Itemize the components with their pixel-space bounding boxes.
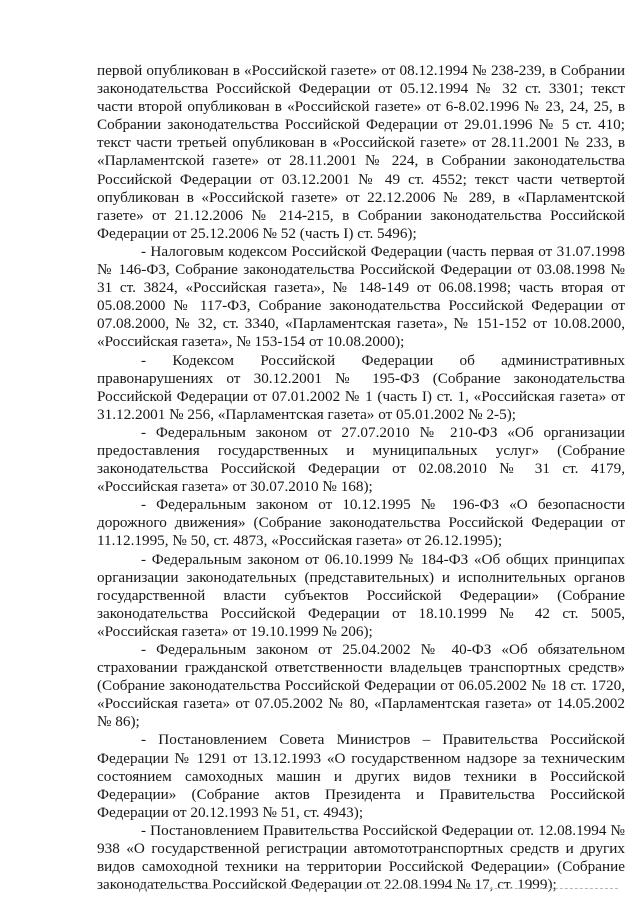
paragraph-resolution-1291: - Постановлением Совета Министров – Правительства Российской Федерации № 1291 от 13.12.1993 «О государственном надзоре за техническим состоянием самоходных машин и других видов техники в Российской Федерации» (Собрание актов Президента и Правительства Российской Федерации от 20.12.1993 № 51, ст. 4943); bbox=[97, 731, 625, 821]
paragraph-tax-code: - Налоговым кодексом Российской Федерации (часть первая от 31.07.1998 № 146-ФЗ, Собрание законодательства Российской Федерации от 03.08.1998 № 31 ст. 3824, «Российская газета», № 148-149 от 06.08.1998; часть вторая от 05.08.2000 № 117-ФЗ, Собрание законодательства Российской Федерации от 07.08.2000, № 32, ст. 3340, «Парламентская газета», № 151-152 от 10.08.2000, «Российская газета», № 153-154 от 10.08.2000); bbox=[97, 242, 625, 351]
page-bottom-divider bbox=[108, 888, 618, 889]
paragraph-resolution-938: - Постановлением Правительства Российской Федерации от. 12.08.1994 № 938 «О государственной регистрации автомототранспортных средств и других видов самоходной техники на территории Российской Федерации» (Собрание законодательства Российской Федерации от 22.08.1994 № 17, ст. 1999); bbox=[97, 821, 625, 894]
paragraph-civil-code-publication: первой опубликован в «Российской газете» от 08.12.1994 № 238-239, в Собрании законодательства Российской Федерации от 05.12.1994 № 32 ст. 3301; текст части второй опубликован в «Российской газете» от 6-8.02.1996 № 23, 24, 25, в Собрании законодательства Российской Федерации от 29.01.1996 № 5 ст. 410; текст части третьей опубликован в «Российской газете» от 28.11.2001 № 233, в «Парламентской газете» от 28.11.2001 № 224, в Собрании законодательства Российской Федерации от 03.12.2001 № 49 ст. 4552; текст части четвертой опубликован в «Российской газете» от 22.12.2006 № 289, в «Парламентской газете» от 21.12.2006 № 214-215, в Собрании законодательства Российской Федерации от 25.12.2006 № 52 (часть I) ст. 5496); bbox=[97, 62, 625, 242]
paragraph-administrative-code: - Кодексом Российской Федерации об административных правонарушениях от 30.12.2001 № 195-ФЗ (Собрание законодательства Российской Федерации от 07.01.2002 № 1 (часть I) ст. 1, «Российская газета» от 31.12.2001 № 256, «Парламентская газета» от 05.01.2002 № 2-5); bbox=[97, 351, 625, 423]
document-body bbox=[97, 62, 625, 894]
paragraph-law-196-fz: - Федеральным законом от 10.12.1995 № 196-ФЗ «О безопасности дорожного движения» (Собрание законодательства Российской Федерации от 11.12.1995, № 50, ст. 4873, «Российская газета» от 26.12.1995); bbox=[97, 496, 625, 550]
paragraph-law-184-fz: - Федеральным законом от 06.10.1999 № 184-ФЗ «Об общих принципах организации законодательных (представительных) и исполнительных органов государственной власти субъектов Российской Федерации» (Собрание законодательства Российской Федерации от 18.10.1999 № 42 ст. 5005, «Российская газета» от 19.10.1999 № 206); bbox=[97, 550, 625, 640]
paragraph-law-210-fz: - Федеральным законом от 27.07.2010 № 210-ФЗ «Об организации предоставления государственных и муниципальных услуг» (Собрание законодательства Российской Федерации от 02.08.2010 № 31 ст. 4179, «Российская газета» от 30.07.2010 № 168); bbox=[97, 423, 625, 496]
paragraph-law-40-fz: - Федеральным законом от 25.04.2002 № 40-ФЗ «Об обязательном страховании гражданской ответственности владельцев транспортных средств» (Собрание законодательства Российской Федерации от 06.05.2002 № 18 ст. 1720, «Российская газета» от 07.05.2002 № 80, «Парламентская газета» от 14.05.2002 № 86); bbox=[97, 641, 625, 731]
